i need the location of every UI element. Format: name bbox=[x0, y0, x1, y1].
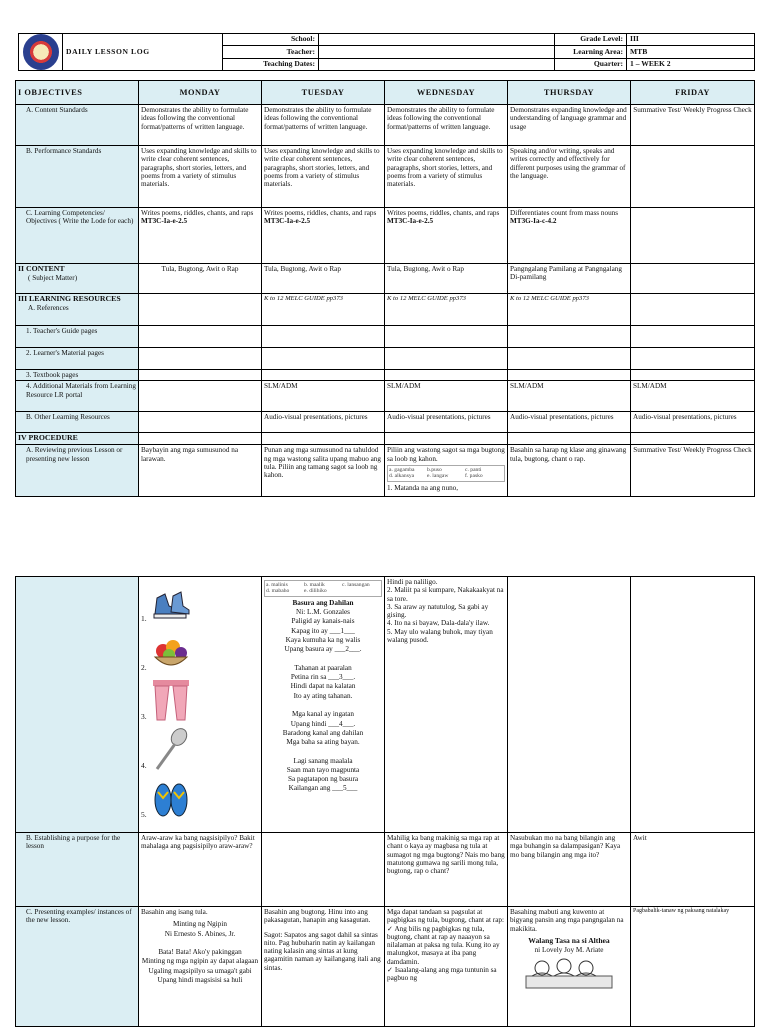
establishing-label: B. Establishing a purpose for the lesson bbox=[16, 833, 139, 907]
poem-line: Hindi dapat na kalatan bbox=[290, 682, 356, 691]
document-title: DAILY LESSON LOG bbox=[63, 34, 223, 71]
content-heading: II CONTENT bbox=[18, 264, 65, 273]
lc-code: MT3C-Ia-e-2.5 bbox=[387, 217, 434, 226]
fill-in-choices-box bbox=[264, 580, 382, 597]
choice: c. panti bbox=[465, 466, 482, 473]
images-mon bbox=[139, 577, 262, 833]
lc-text: Writes poems, riddles, chants, and raps bbox=[141, 209, 254, 217]
ref-mon bbox=[139, 294, 262, 326]
day-wednesday: WEDNESDAY bbox=[385, 81, 508, 105]
mon-poem-line: Upang hindi magsisisi sa huli bbox=[157, 975, 243, 984]
mon-poem bbox=[141, 920, 259, 984]
lesson-table-page2 bbox=[15, 576, 755, 1027]
lc-text: Differentiates count from mass nouns bbox=[510, 209, 619, 217]
present-mon-intro: Basahin ang isang tula. bbox=[141, 908, 208, 916]
content-tue: Tula, Bugtong, Awit o Rap bbox=[262, 264, 385, 294]
other-fri: Audio-visual presentations, pictures bbox=[631, 412, 755, 433]
present-wed bbox=[385, 907, 508, 1027]
ref-tue: K to 12 MELC GUIDE pp373 bbox=[262, 294, 385, 326]
poem-author: Ni: L.M. Gonzales bbox=[296, 608, 350, 617]
lc-code: MT3G-Ia-c-4.2 bbox=[510, 217, 557, 226]
establish-mon: Araw-araw ka bang nagsisipilyo? Bakit mahalaga ang pagsisipilyo araw-araw? bbox=[139, 833, 262, 907]
review-cont-thu bbox=[508, 577, 631, 833]
other-wed: Audio-visual presentations, pictures bbox=[385, 412, 508, 433]
mon-poem-line: Ugaling magsipilyo sa umaga't gabi bbox=[148, 966, 252, 975]
tip-item: ✓ Ang bilis ng pagbigkas ng tula, bugtong, chant at rap ay naaayon sa nilalaman at paksa ng tula. Kung ito ay malungkot, masaya at iba pang damdamin. bbox=[387, 925, 505, 966]
establish-fri: Awit bbox=[631, 833, 755, 907]
day-friday: FRIDAY bbox=[631, 81, 755, 105]
review-mon: Baybayin ang mga sumusunod na larawan. bbox=[139, 445, 262, 497]
resources-heading: III LEARNING RESOURCES bbox=[18, 294, 121, 303]
competencies-label: C. Learning Competencies/ Objectives ( Write the Lode for each) bbox=[16, 208, 139, 264]
poem-line: Baradong kanal ang dahilan bbox=[282, 728, 364, 737]
poem-line: Upang basura ay ___2___. bbox=[284, 645, 362, 654]
poem-line: Petina rin sa ___3___. bbox=[290, 673, 356, 682]
ps-fri bbox=[631, 146, 755, 208]
present-tue bbox=[262, 907, 385, 1027]
add-thu: SLM/ADM bbox=[508, 381, 631, 412]
content-standards-label: A. Content Standards bbox=[16, 105, 139, 146]
riddle-line: 2. Maliit pa si kumpare, Nakakaakyat na sa tore. bbox=[387, 586, 504, 603]
mon-poem-line: Bata! Bata! Ako'y pakinggan bbox=[158, 948, 242, 957]
content-thu: Pangngalang Pamilang at Pangngalang Di-pamilang bbox=[508, 264, 631, 294]
lc-thu bbox=[508, 208, 631, 264]
review-thu: Basahin sa harap ng klase ang ginawang tula, bugtong, chant o rap. bbox=[508, 445, 631, 497]
ref-fri bbox=[631, 294, 755, 326]
other-resources-label: B. Other Learning Resources bbox=[16, 412, 139, 433]
lc-text: Writes poems, riddles, chants, and raps bbox=[387, 209, 500, 217]
choice: d. mabaho bbox=[266, 588, 290, 595]
present-wed-intro: Mga dapat tandaan sa pagsulat at pagbigkas ng tula, bugtong, chant at rap: bbox=[387, 908, 504, 925]
poem-line: Mga baha sa ating bayan. bbox=[286, 738, 360, 747]
poem-line: Kailangan ang ___5___ bbox=[288, 784, 358, 793]
cs-mon: Demonstrates the ability to formulate ideas following the conventional format/patterns of written language. bbox=[139, 105, 262, 146]
establish-tue bbox=[262, 833, 385, 907]
ps-wed: Uses expanding knowledge and skills to write clear coherent sentences, paragraphs, short stories, letters, and poems from a variety of stimulus materials. bbox=[385, 146, 508, 208]
choice: d. alkansya bbox=[389, 473, 415, 480]
poem-line: Paligid ay kanais-nais bbox=[291, 617, 355, 626]
day-monday: MONDAY bbox=[139, 81, 262, 105]
lc-code: MT3C-Ia-e-2.5 bbox=[141, 217, 188, 226]
choice: b. maalik bbox=[304, 582, 325, 588]
lc-fri bbox=[631, 208, 755, 264]
lc-code: MT3C-Ia-e-2.5 bbox=[264, 217, 311, 226]
ps-tue: Uses expanding knowledge and skills to write clear coherent sentences, paragraphs, short stories, letters, and poems from a variety of stimulus materials. bbox=[262, 146, 385, 208]
review-cont-fri bbox=[631, 577, 755, 833]
riddle-line: 4. Ito na si bayaw, Dala-dala'y ilaw. bbox=[387, 619, 490, 628]
other-mon bbox=[139, 412, 262, 433]
poem-line: Ito ay ating tahanan. bbox=[293, 691, 353, 700]
deped-seal bbox=[19, 34, 63, 71]
quarter-value: 1 – WEEK 2 bbox=[627, 58, 755, 70]
present-tue-text: Basahin ang bugtong. Hinu into ang pakasagutan, hanapin ang kasagutan. bbox=[264, 908, 371, 925]
image-number: 5. bbox=[141, 810, 147, 820]
lc-text: Writes poems, riddles, chants, and raps bbox=[264, 209, 377, 217]
add-tue: SLM/ADM bbox=[262, 381, 385, 412]
content-subheading: ( Subject Matter) bbox=[28, 273, 78, 282]
lc-mon bbox=[139, 208, 262, 264]
present-tue-answer: Sagot: Sapatos ang sagot dahil sa sintas nito. Pag hubuharin natin ay kailangan nating kalasin ang sintas at kung gagamitin naman ay kailangang itali ang sintas. bbox=[264, 930, 381, 972]
grade-label: Grade Level: bbox=[555, 34, 627, 46]
mon-poem-author: Ni Ernesto S. Abines, Jr. bbox=[164, 929, 236, 938]
poem-tue bbox=[262, 577, 385, 833]
references-label: A. References bbox=[28, 303, 69, 312]
image-number: 4. bbox=[141, 761, 147, 771]
learners-material-label: 2. Learner's Material pages bbox=[16, 348, 139, 370]
review-tue: Punan ang mga sumusunod na tahuldod ng mga wastong salita upang mabuo ang tula. Piliin ang tamang sagot sa loob ng kahon. bbox=[262, 445, 385, 497]
other-thu: Audio-visual presentations, pictures bbox=[508, 412, 631, 433]
image-row bbox=[141, 774, 259, 820]
riddle-line: Hindi pa naliligo. bbox=[387, 578, 438, 586]
establish-thu: Nasubukan mo na bang bilangin ang mga buhangin sa dalampasigan? Kaya mo bang bilangin ang mga ito? bbox=[508, 833, 631, 907]
review-wed bbox=[385, 445, 508, 497]
dates-label: Teaching Dates: bbox=[223, 58, 319, 70]
poem-line: Mga kanal ay ingatan bbox=[291, 710, 355, 719]
choice: c. lansangan bbox=[342, 582, 370, 588]
teachers-guide-label: 1. Teacher's Guide pages bbox=[16, 326, 139, 348]
day-thursday: THURSDAY bbox=[508, 81, 631, 105]
cs-fri: Summative Test/ Weekly Progress Check bbox=[631, 105, 755, 146]
presenting-label: C. Presenting examples/ instances of the new lesson. bbox=[16, 907, 139, 1027]
lesson-table-page1 bbox=[15, 80, 755, 497]
cs-thu: Demonstrates expanding knowledge and understanding of language grammar and usage bbox=[508, 105, 631, 146]
image-number: 2. bbox=[141, 663, 147, 673]
cs-wed: Demonstrates the ability to formulate ideas following the conventional format/patterns of written language. bbox=[385, 105, 508, 146]
procedure-heading: IV PROCEDURE bbox=[16, 433, 139, 445]
area-value: MTB bbox=[627, 46, 755, 58]
establish-wed: Mahilig ka bang makinig sa mga rap at chant o kaya ay magbasa ng tula at sumagot ng mga bugtong? Nais mo bang matutong gumawa ng sarili mong tula, bugtong, rap o chant? bbox=[385, 833, 508, 907]
add-wed: SLM/ADM bbox=[385, 381, 508, 412]
poem-line: Kapag ito ay ___1___ bbox=[291, 626, 355, 635]
image-row bbox=[141, 627, 259, 673]
seal-icon bbox=[23, 34, 59, 70]
fruit-bowl-icon bbox=[151, 633, 191, 673]
curtain-icon bbox=[151, 678, 191, 722]
teacher-value bbox=[319, 46, 555, 58]
grade-value: III bbox=[627, 34, 755, 46]
choice: a. gagamba bbox=[389, 466, 415, 473]
lc-wed bbox=[385, 208, 508, 264]
choice: e. langaw bbox=[427, 473, 449, 480]
image-row bbox=[141, 725, 259, 771]
story-author: ni Lovely Joy M. Ariate bbox=[534, 945, 604, 954]
review-fri: Summative Test/ Weekly Progress Check bbox=[631, 445, 755, 497]
ps-mon: Uses expanding knowledge and skills to write clear coherent sentences, paragraphs, short stories, letters, and poems from a variety of stimulus materials. bbox=[139, 146, 262, 208]
poem-line: Sa pagtatapon ng basura bbox=[287, 775, 359, 784]
poem-line: Upang hindi ___4___. bbox=[290, 719, 356, 728]
poem-line: Kaya kumuha ka ng walis bbox=[285, 635, 361, 644]
tip-item: ✓ Isaalang-alang ang mga tuntunin sa pagbuo ng bbox=[387, 966, 505, 983]
other-tue: Audio-visual presentations, pictures bbox=[262, 412, 385, 433]
mon-poem-title: Minting ng Ngipin bbox=[173, 920, 227, 929]
lc-tue bbox=[262, 208, 385, 264]
content-wed: Tula, Bugtong, Awit o Rap bbox=[385, 264, 508, 294]
add-fri: SLM/ADM bbox=[631, 381, 755, 412]
image-row bbox=[141, 578, 259, 624]
add-mon bbox=[139, 381, 262, 412]
answer-choices-box bbox=[387, 465, 505, 482]
review-wed-text: Piliin ang wastong sagot sa mga bugtong sa loob ng kahon. bbox=[387, 446, 505, 463]
choice: f. pasko bbox=[465, 473, 483, 480]
day-tuesday: TUESDAY bbox=[262, 81, 385, 105]
image-row bbox=[141, 676, 259, 722]
resources-label bbox=[16, 294, 139, 326]
mon-poem-line: Minting ng mga ngipin ay dapat alagaan bbox=[141, 957, 259, 966]
riddle-line: 5. May ulo walang buhok, may tiyan walang pusod. bbox=[387, 627, 493, 644]
choice: b.puso bbox=[427, 466, 442, 473]
spoon-icon bbox=[151, 727, 191, 771]
story-title: Walang Tasa na si Althea bbox=[528, 935, 610, 945]
reviewing-label: A. Reviewing previous Lesson or presenting new lesson bbox=[16, 445, 139, 497]
teacher-label: Teacher: bbox=[223, 46, 319, 58]
choice: e. dilihiko bbox=[304, 588, 327, 595]
present-thu bbox=[508, 907, 631, 1027]
performance-standards-label: B. Performance Standards bbox=[16, 146, 139, 208]
present-fri: Pagbabalik-tanaw ng paksang natalakay bbox=[631, 907, 755, 1027]
quarter-label: Quarter: bbox=[555, 58, 627, 70]
image-number: 1. bbox=[141, 614, 147, 624]
objectives-heading: I OBJECTIVES bbox=[16, 81, 139, 105]
content-mon: Tula, Bugtong, Awit o Rap bbox=[139, 264, 262, 294]
present-thu-text: Basahing mabuti ang kuwento at bigyang pansin ang mga pangngalan na makikita. bbox=[510, 908, 624, 933]
present-mon bbox=[139, 907, 262, 1027]
poem bbox=[264, 599, 382, 793]
school-value bbox=[319, 34, 555, 46]
poem-line: Saan man tayo magpunta bbox=[286, 765, 360, 774]
content-label bbox=[16, 264, 139, 294]
sneakers-icon bbox=[151, 584, 191, 624]
riddles-wed bbox=[385, 577, 508, 833]
poem-line: Lagi sanang maalala bbox=[293, 756, 353, 765]
riddle-line: 3. Sa araw ay natutulog, Sa gabi ay gising. bbox=[387, 602, 489, 620]
story-illustration-icon bbox=[524, 956, 614, 990]
choice: a. malinis bbox=[266, 582, 288, 588]
dates-value bbox=[319, 58, 555, 70]
textbook-label: 3. Textbook pages bbox=[16, 370, 139, 381]
riddle-1: 1. Matanda na ang nuno, bbox=[387, 483, 459, 492]
image-number: 3. bbox=[141, 712, 147, 722]
ps-thu: Speaking and/or writing, speaks and writes correctly and effectively for different purposes using the grammar of the language. bbox=[508, 146, 631, 208]
lesson-log-header bbox=[18, 33, 755, 71]
content-fri bbox=[631, 264, 755, 294]
ref-thu: K to 12 MELC GUIDE pp373 bbox=[508, 294, 631, 326]
cs-tue: Demonstrates the ability to formulate ideas following the conventional format/patterns of written language. bbox=[262, 105, 385, 146]
additional-materials-label: 4. Additional Materials from Learning Resource LR portal bbox=[16, 381, 139, 412]
ref-wed: K to 12 MELC GUIDE pp373 bbox=[385, 294, 508, 326]
slippers-icon bbox=[151, 780, 191, 820]
area-label: Learning Area: bbox=[555, 46, 627, 58]
poem-line: Tahanan at paaralan bbox=[294, 663, 352, 672]
poem-title: Basura ang Dahilan bbox=[292, 598, 354, 607]
review-cont-label bbox=[16, 577, 139, 833]
school-label: School: bbox=[223, 34, 319, 46]
